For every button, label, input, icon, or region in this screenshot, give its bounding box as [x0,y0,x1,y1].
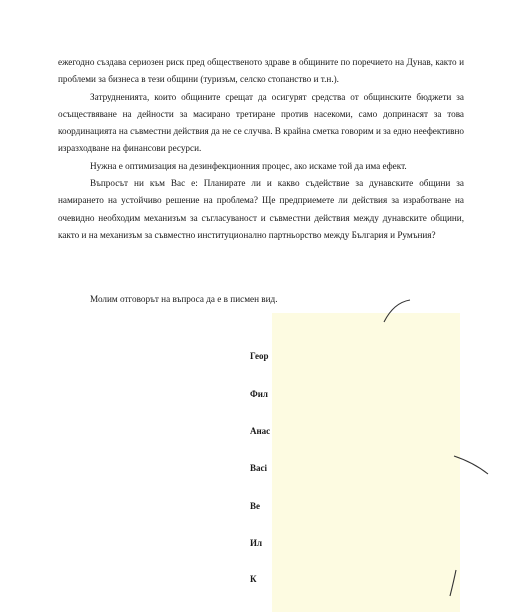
signatory-2: Фил [250,389,268,399]
signatory-5: Ве [250,501,260,511]
paragraph-1: ежегодно създава сериозен риск пред общественото здраве в общините по поречието на Дунав, както и проблеми за бизнеса в тези общини (туризъм, селско стопанство и т.н.). [58,57,464,85]
signatory-3: Анас [250,426,271,436]
signature-stroke-bottom [446,568,462,598]
paragraph-4: Въпросът ни към Вас е: Планирате ли и какво съдействие за дунавските общини за намирането на устойчиво решение на проблема? Ще предприемете ли действия за изработване на очевидно необходим механизъм за съгласуваност и съвместни действия между дунавските общини, както и на механизъм за съвместно институционално партньорство между България и Румъния? [58,178,464,240]
paragraph-2: Затрудненията, които общините срещат да осигурят средства от общинските бюджети за осъществяване на дейности за масирано третиране против насекоми, само допринасят за това координацията на съвместни действия да не се случва. В крайна сметка говорим и за едно неефективно изразходване на финансови ресурси. [58,91,464,154]
signatory-7: К [250,574,257,584]
paragraph-3: Нужна е оптимизация на дезинфекционния процес, ако искаме той да има ефект. [90,160,407,171]
signature-stroke-right [452,452,492,478]
signatory-6: Ил [250,538,263,548]
redaction-block [272,313,460,612]
closing-request: Молим отговорът на въпроса да е в писмен вид. [90,294,278,304]
signatory-4: Васі [250,463,267,473]
signature-stroke-top [380,298,420,324]
signatory-1: Геор [250,351,269,361]
body-text [58,54,464,244]
